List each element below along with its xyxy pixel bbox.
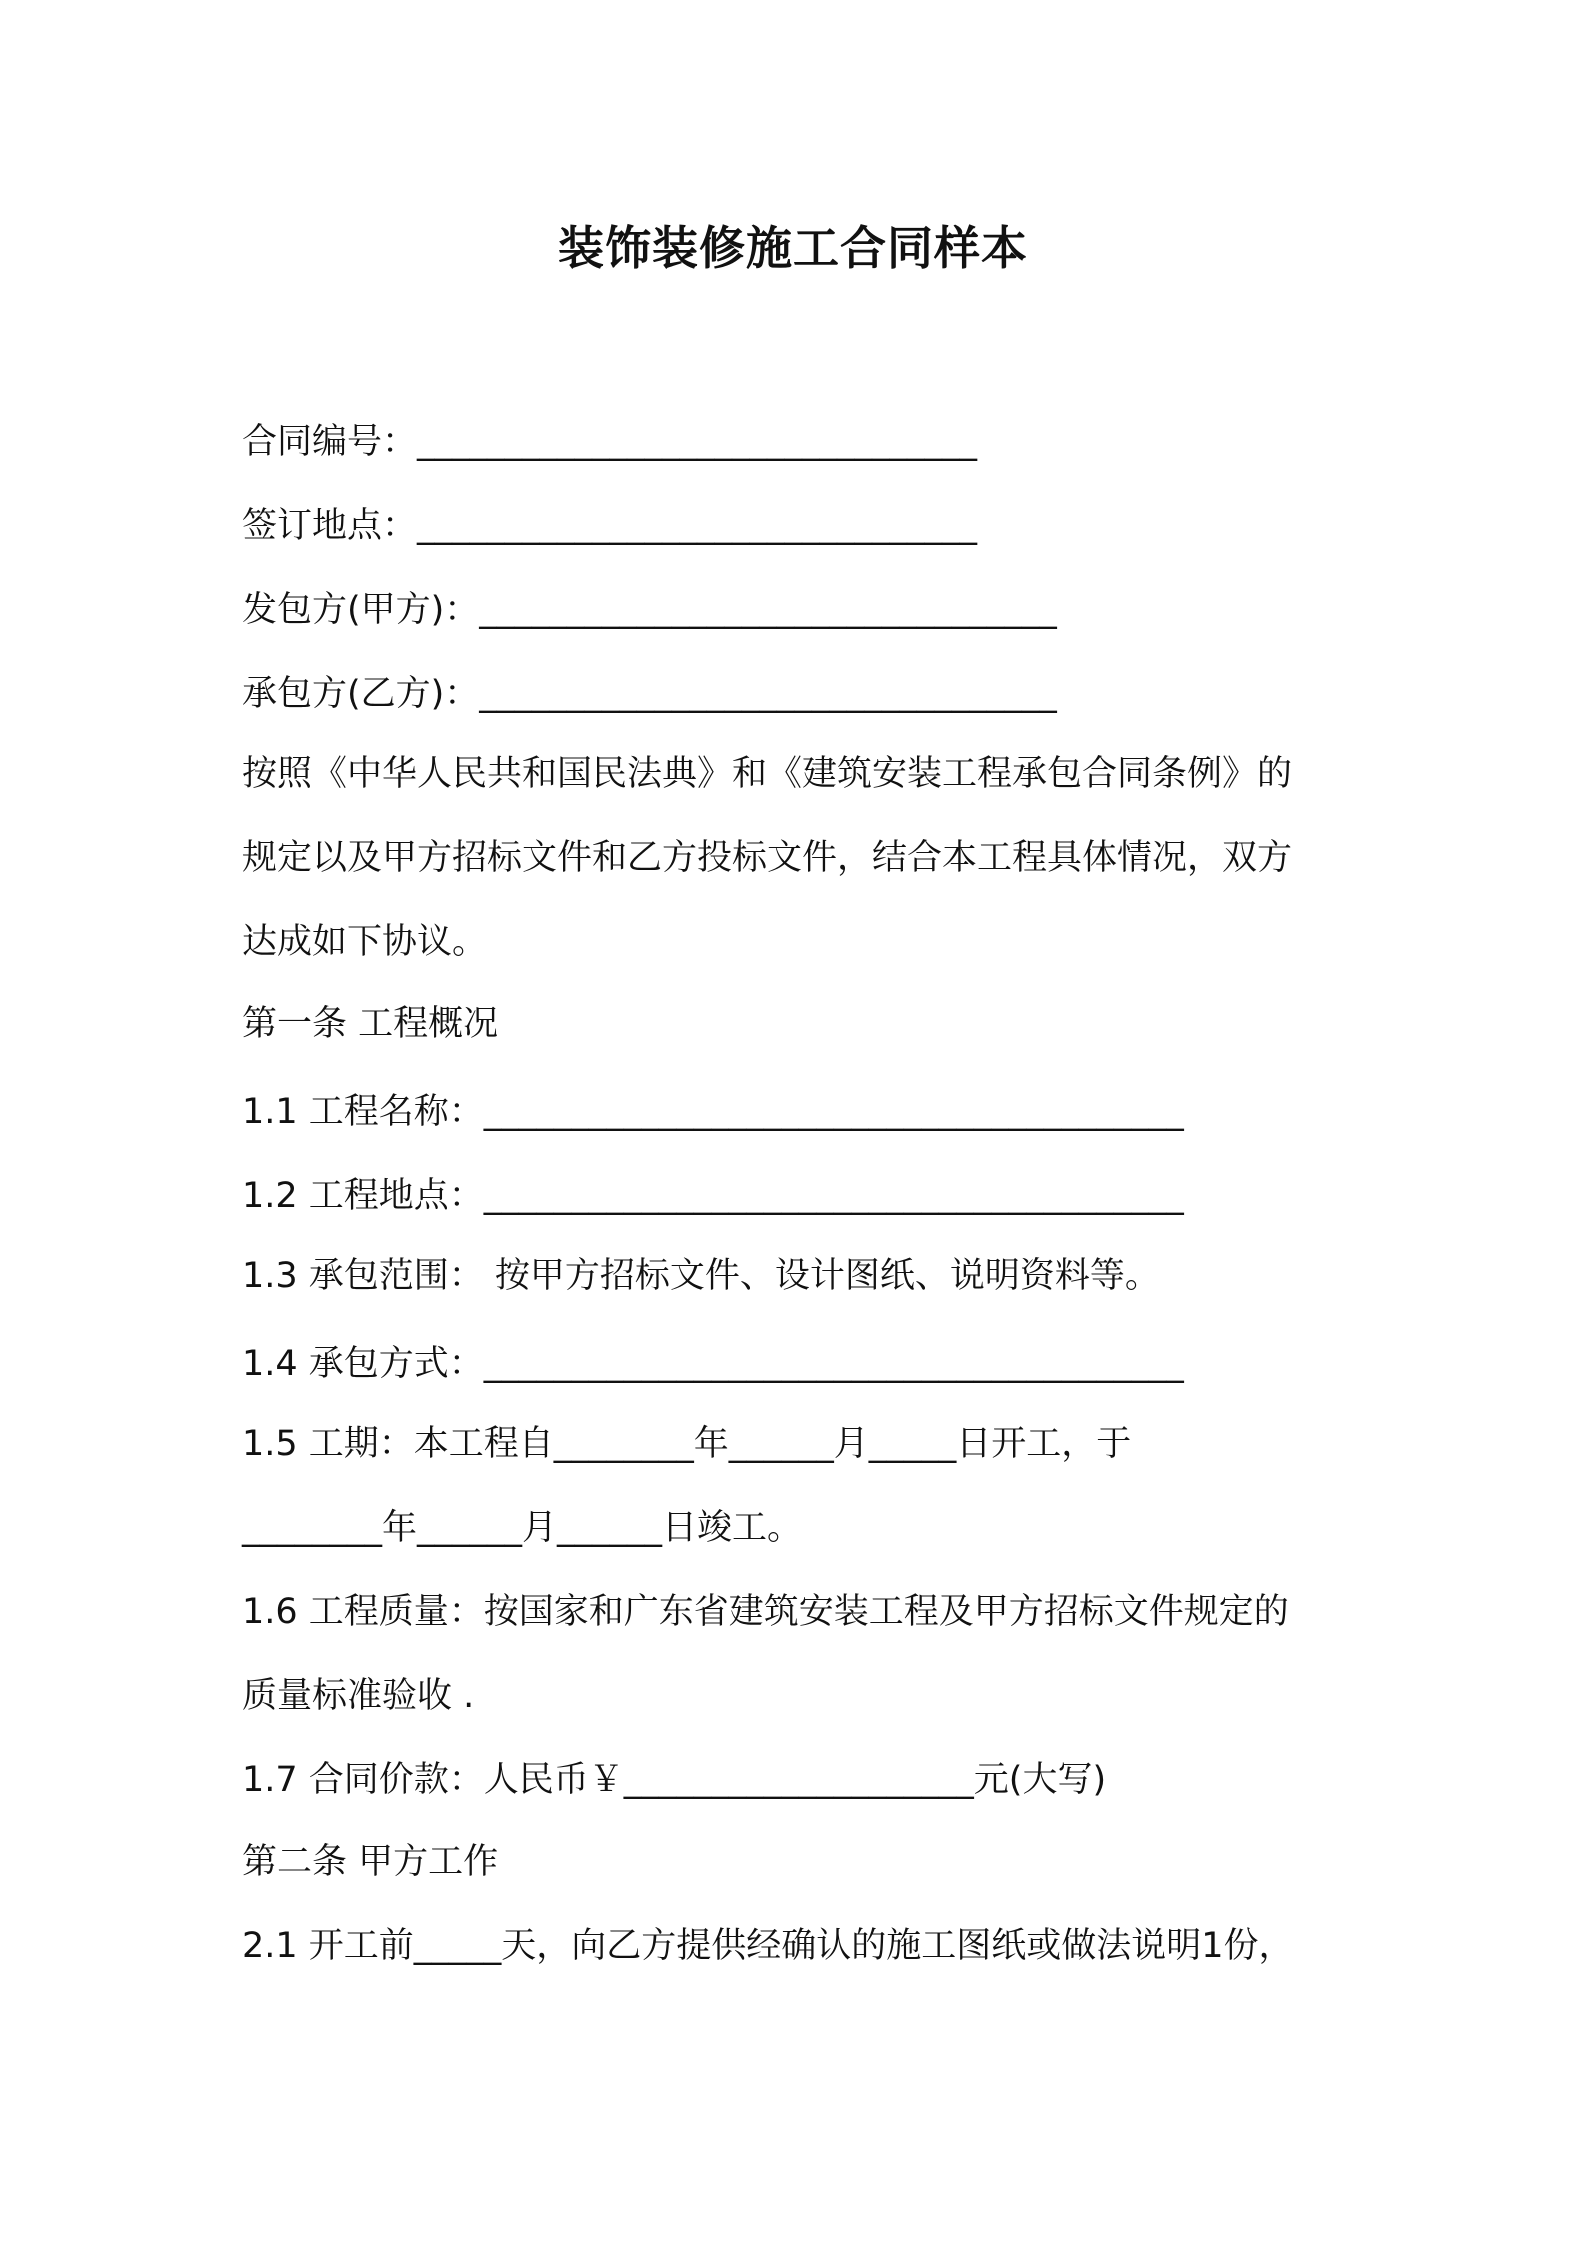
contract-number-line: 合同编号：________________________________ [242,422,978,462]
section-1-heading: 第一条 工程概况 [242,1004,499,1044]
clause-1-5-line-2: ________年______月______日竣工。 [242,1508,803,1548]
preamble-line-3: 达成如下协议。 [242,922,488,962]
clause-1-5-line-1: 1.5 工期：本工程自________年______月_____日开工，于 [242,1424,1132,1464]
section-2-heading: 第二条 甲方工作 [242,1842,499,1882]
party-b-line: 承包方(乙方)：_________________________________ [242,674,1057,714]
preamble-line-2: 规定以及甲方招标文件和乙方投标文件，结合本工程具体情况，双方 [242,838,1293,878]
preamble-line-1: 按照《中华人民共和国民法典》和《建筑安装工程承包合同条例》的 [242,754,1293,794]
clause-1-2: 1.2 工程地点：________________________________________ [242,1176,1184,1216]
document-title: 装饰装修施工合同样本 [558,221,1028,275]
clause-1-6-line-2: 质量标准验收 . [242,1676,475,1716]
clause-2-1: 2.1 开工前_____天，向乙方提供经确认的施工图纸或做法说明1份， [242,1926,1294,1966]
clause-1-3: 1.3 承包范围： 按甲方招标文件、设计图纸、说明资料等。 [242,1256,1160,1296]
clause-1-4: 1.4 承包方式：________________________________________ [242,1344,1184,1384]
clause-1-6-line-1: 1.6 工程质量：按国家和广东省建筑安装工程及甲方招标文件规定的 [242,1592,1289,1632]
signing-place-line: 签订地点：________________________________ [242,506,978,546]
clause-1-7: 1.7 合同价款：人民币￥____________________元(大写) [242,1760,1107,1800]
party-a-line: 发包方(甲方)：_________________________________ [242,590,1057,630]
clause-1-1: 1.1 工程名称：________________________________________ [242,1092,1184,1132]
